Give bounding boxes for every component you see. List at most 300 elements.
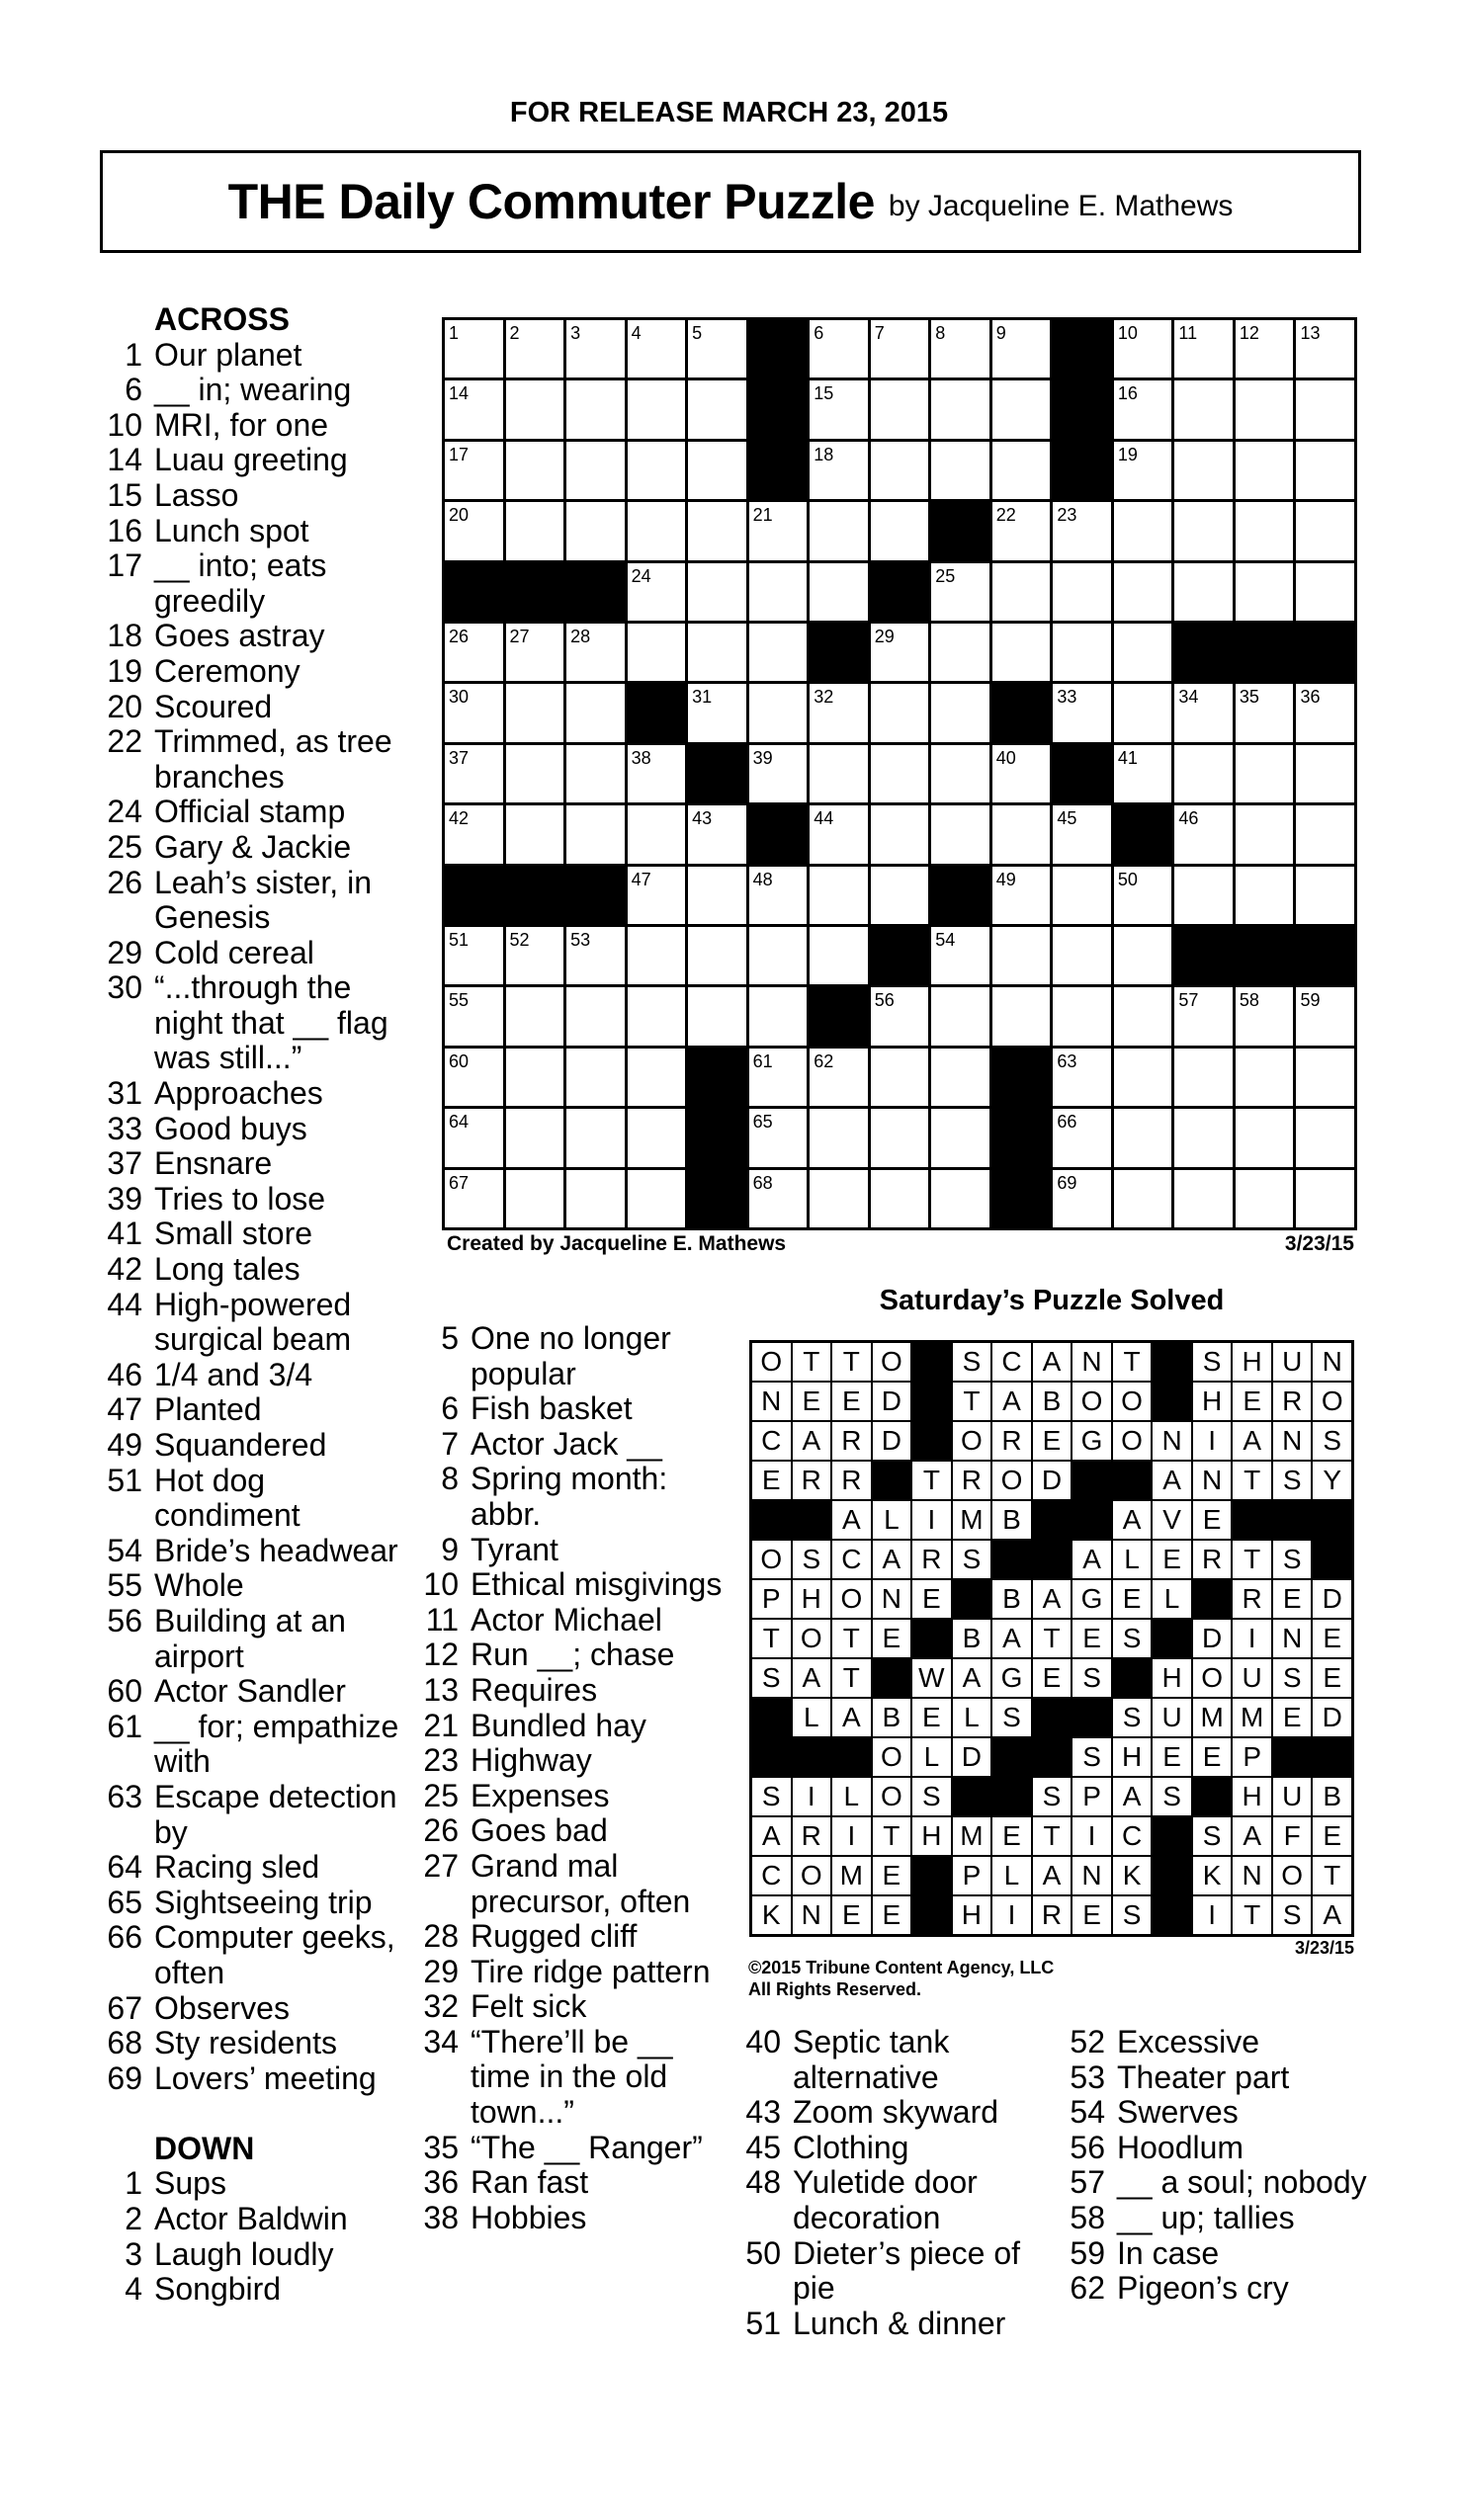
grid-cell[interactable] xyxy=(749,563,808,621)
clue-item xyxy=(741,2131,1058,2166)
grid-cell[interactable] xyxy=(810,563,868,621)
grid-cell[interactable] xyxy=(871,1170,929,1227)
solved-letter: O xyxy=(793,1620,831,1657)
clue-number: 51 xyxy=(107,1462,142,1498)
grid-cell[interactable] xyxy=(628,502,686,559)
clue-text: Actor Sandler xyxy=(154,1673,346,1710)
grid-cell[interactable] xyxy=(566,502,625,559)
solved-letter: S xyxy=(1193,1343,1232,1381)
grid-cell[interactable] xyxy=(1236,502,1294,559)
grid-cell[interactable] xyxy=(1174,502,1233,559)
grid-cell[interactable] xyxy=(1296,745,1354,802)
grid-cell[interactable] xyxy=(1053,1109,1111,1166)
grid-cell[interactable] xyxy=(506,927,564,984)
grid-cell[interactable] xyxy=(1114,380,1172,438)
grid-cell[interactable] xyxy=(1114,502,1172,559)
grid-cell[interactable] xyxy=(566,745,625,802)
clue-number: 10 xyxy=(107,406,142,443)
grid-cell[interactable] xyxy=(1053,987,1111,1045)
cell-number: 31 xyxy=(692,687,713,708)
grid-cell[interactable] xyxy=(1174,320,1233,378)
grid-cell[interactable] xyxy=(628,320,686,378)
clue-text: Observes xyxy=(154,1989,290,2026)
grid-cell[interactable] xyxy=(1296,1170,1354,1227)
solved-letter: R xyxy=(1273,1383,1312,1420)
grid-cell[interactable] xyxy=(628,867,686,924)
solved-letter: E xyxy=(873,1896,911,1934)
solved-letter: A xyxy=(1113,1501,1152,1539)
grid-cell[interactable] xyxy=(1114,624,1172,681)
grid-cell[interactable] xyxy=(1053,805,1111,863)
grid-cell[interactable] xyxy=(871,442,929,499)
grid-cell[interactable] xyxy=(1114,867,1172,924)
grid-cell[interactable] xyxy=(1296,684,1354,741)
grid-cell[interactable] xyxy=(566,805,625,863)
grid-cell[interactable] xyxy=(931,624,989,681)
grid-cell[interactable] xyxy=(445,442,503,499)
grid-cell[interactable] xyxy=(1296,563,1354,621)
grid-cell[interactable] xyxy=(566,442,625,499)
grid-cell[interactable] xyxy=(506,684,564,741)
grid-cell[interactable] xyxy=(506,624,564,681)
clue-number: 34 xyxy=(423,2023,459,2059)
grid-cell[interactable] xyxy=(1174,1109,1233,1166)
clue-item xyxy=(103,1710,419,1780)
grid-cell[interactable] xyxy=(1174,745,1233,802)
grid-cell[interactable] xyxy=(688,987,746,1045)
grid-cell[interactable] xyxy=(1174,442,1233,499)
solved-black-square xyxy=(912,1343,951,1381)
grid-cell[interactable] xyxy=(1114,320,1172,378)
grid-cell[interactable] xyxy=(871,1049,929,1106)
black-square xyxy=(506,563,564,621)
solved-letter: S xyxy=(1273,1659,1312,1697)
grid-cell[interactable] xyxy=(871,867,929,924)
grid-cell[interactable] xyxy=(566,1170,625,1227)
grid-cell[interactable] xyxy=(688,320,746,378)
solved-letter: P xyxy=(1072,1778,1111,1815)
grid-cell[interactable] xyxy=(566,624,625,681)
solved-black-square xyxy=(1193,1778,1232,1815)
grid-cell[interactable] xyxy=(506,1049,564,1106)
clue-text: Cold cereal xyxy=(154,934,314,970)
clue-text: In case xyxy=(1117,2234,1220,2271)
grid-cell[interactable] xyxy=(1296,867,1354,924)
grid-cell[interactable] xyxy=(1236,805,1294,863)
clue-item xyxy=(1066,2165,1382,2201)
across-clues xyxy=(103,302,419,2308)
grid-cell[interactable] xyxy=(445,502,503,559)
grid-cell[interactable] xyxy=(1236,442,1294,499)
grid-cell[interactable] xyxy=(1174,805,1233,863)
clue-text: MRI, for one xyxy=(154,406,329,443)
solved-letter: D xyxy=(1193,1620,1232,1657)
grid-cell[interactable] xyxy=(1296,987,1354,1045)
grid-cell[interactable] xyxy=(445,624,503,681)
grid-cell[interactable] xyxy=(810,320,868,378)
grid-cell[interactable] xyxy=(749,1109,808,1166)
grid-cell[interactable] xyxy=(992,502,1051,559)
grid-cell[interactable] xyxy=(1236,1170,1294,1227)
clue-text: Lovers’ meeting xyxy=(154,2059,377,2096)
grid-cell[interactable] xyxy=(445,380,503,438)
clue-item xyxy=(103,1252,419,1288)
grid-cell[interactable] xyxy=(1053,563,1111,621)
grid-cell[interactable] xyxy=(1114,563,1172,621)
black-square xyxy=(931,867,989,924)
grid-cell[interactable] xyxy=(871,1109,929,1166)
grid-cell[interactable] xyxy=(445,320,503,378)
grid-cell[interactable] xyxy=(1236,380,1294,438)
solved-black-square xyxy=(793,1501,831,1539)
grid-cell[interactable] xyxy=(749,1170,808,1227)
grid-cell[interactable] xyxy=(931,927,989,984)
grid-cell[interactable] xyxy=(992,927,1051,984)
solved-letter: E xyxy=(912,1580,951,1618)
clue-item xyxy=(103,654,419,690)
grid-cell[interactable] xyxy=(688,927,746,984)
grid-cell[interactable] xyxy=(445,987,503,1045)
grid-cell[interactable] xyxy=(871,502,929,559)
clue-text: Hobbies xyxy=(471,2199,587,2235)
grid-cell[interactable] xyxy=(1296,380,1354,438)
cell-number: 5 xyxy=(692,323,703,343)
grid-cell[interactable] xyxy=(1114,1049,1172,1106)
solved-letter: A xyxy=(953,1659,991,1697)
grid-cell[interactable] xyxy=(1053,684,1111,741)
grid-cell[interactable] xyxy=(810,1109,868,1166)
grid-cell[interactable] xyxy=(931,684,989,741)
clue-text: Fish basket xyxy=(471,1390,633,1427)
grid-cell[interactable] xyxy=(1053,1049,1111,1106)
grid-cell[interactable] xyxy=(1296,1109,1354,1166)
solved-letter: I xyxy=(1193,1896,1232,1934)
grid-cell[interactable] xyxy=(1296,805,1354,863)
solved-letter: T xyxy=(1313,1857,1351,1894)
grid-cell[interactable] xyxy=(1053,927,1111,984)
cell-number: 29 xyxy=(874,627,895,646)
solved-letter: H xyxy=(1233,1778,1271,1815)
cell-number: 55 xyxy=(449,990,470,1011)
cell-number: 46 xyxy=(1178,808,1199,829)
grid-cell[interactable] xyxy=(688,684,746,741)
grid-cell[interactable] xyxy=(931,805,989,863)
grid-cell[interactable] xyxy=(628,927,686,984)
clue-item xyxy=(419,1989,735,2025)
clue-item xyxy=(419,1427,735,1463)
grid-cell[interactable] xyxy=(992,563,1051,621)
grid-cell[interactable] xyxy=(1236,987,1294,1045)
grid-cell[interactable] xyxy=(688,380,746,438)
grid-cell[interactable] xyxy=(506,1170,564,1227)
grid-cell[interactable] xyxy=(1296,502,1354,559)
clue-item xyxy=(103,2202,419,2237)
grid-cell[interactable] xyxy=(688,867,746,924)
grid-cell[interactable] xyxy=(506,502,564,559)
grid-cell[interactable] xyxy=(506,745,564,802)
cell-number: 32 xyxy=(814,687,834,708)
grid-cell[interactable] xyxy=(688,502,746,559)
clue-text: __ up; tallies xyxy=(1117,2199,1295,2235)
black-square xyxy=(1053,380,1111,438)
cell-number: 67 xyxy=(449,1172,470,1193)
grid-cell[interactable] xyxy=(1174,987,1233,1045)
clue-item xyxy=(741,2307,1058,2342)
cell-number: 27 xyxy=(509,627,530,646)
clue-item xyxy=(419,1955,735,1990)
grid-cell[interactable] xyxy=(1296,442,1354,499)
clue-text: Ceremony xyxy=(154,652,300,689)
solved-letter: E xyxy=(1113,1580,1152,1618)
clue-number: 50 xyxy=(745,2234,781,2271)
solved-black-square xyxy=(1273,1501,1312,1539)
grid-cell[interactable] xyxy=(992,805,1051,863)
grid-cell[interactable] xyxy=(749,745,808,802)
grid-cell[interactable] xyxy=(931,1109,989,1166)
grid-cell[interactable] xyxy=(992,745,1051,802)
clue-text: Tire ridge pattern xyxy=(471,1953,711,1989)
grid-cell[interactable] xyxy=(1236,1049,1294,1106)
grid-cell[interactable] xyxy=(810,442,868,499)
grid-cell[interactable] xyxy=(628,1109,686,1166)
grid-cell[interactable] xyxy=(566,684,625,741)
cell-number: 42 xyxy=(449,808,470,829)
solved-black-square xyxy=(873,1659,911,1697)
solved-black-square xyxy=(912,1896,951,1934)
clue-number: 16 xyxy=(107,512,142,548)
grid-cell[interactable] xyxy=(445,1109,503,1166)
grid-cell[interactable] xyxy=(445,805,503,863)
solved-letter: A xyxy=(1033,1580,1072,1618)
solved-letter: L xyxy=(1153,1580,1191,1618)
grid-cell[interactable] xyxy=(1174,1170,1233,1227)
grid-cell[interactable] xyxy=(1114,745,1172,802)
clue-number: 5 xyxy=(441,1320,459,1356)
title-box xyxy=(100,150,1361,253)
grid-cell[interactable] xyxy=(445,1170,503,1227)
clue-item xyxy=(741,2165,1058,2235)
grid-cell[interactable] xyxy=(1174,867,1233,924)
grid-cell[interactable] xyxy=(1236,867,1294,924)
grid-cell[interactable] xyxy=(992,624,1051,681)
solved-letter: E xyxy=(1313,1659,1351,1697)
grid-cell[interactable] xyxy=(749,624,808,681)
grid-cell[interactable] xyxy=(506,320,564,378)
grid-cell[interactable] xyxy=(1236,745,1294,802)
solved-letter: D xyxy=(953,1738,991,1776)
clue-text: High-powered surgical beam xyxy=(154,1286,352,1358)
clue-number: 31 xyxy=(107,1075,142,1112)
grid-cell[interactable] xyxy=(445,927,503,984)
clue-number: 1 xyxy=(125,2165,142,2202)
grid-cell[interactable] xyxy=(1236,1109,1294,1166)
grid-cell[interactable] xyxy=(628,1049,686,1106)
grid-cell[interactable] xyxy=(506,1109,564,1166)
grid-cell[interactable] xyxy=(749,927,808,984)
solved-letter: A xyxy=(793,1422,831,1460)
grid-cell[interactable] xyxy=(628,805,686,863)
grid-cell[interactable] xyxy=(810,1170,868,1227)
clue-text: Computer geeks, often xyxy=(154,1919,395,1990)
cell-number: 39 xyxy=(752,747,773,768)
grid-cell[interactable] xyxy=(810,380,868,438)
grid-cell[interactable] xyxy=(1114,442,1172,499)
clue-number: 67 xyxy=(107,1989,142,2026)
solved-black-square xyxy=(793,1738,831,1776)
grid-cell[interactable] xyxy=(871,624,929,681)
grid-cell[interactable] xyxy=(931,563,989,621)
grid-cell[interactable] xyxy=(445,745,503,802)
grid-cell[interactable] xyxy=(749,684,808,741)
grid-cell[interactable] xyxy=(992,867,1051,924)
grid-cell[interactable] xyxy=(871,380,929,438)
clue-item xyxy=(103,1886,419,1921)
grid-cell[interactable] xyxy=(1236,320,1294,378)
grid-cell[interactable] xyxy=(1053,502,1111,559)
grid-cell[interactable] xyxy=(871,684,929,741)
solved-black-square xyxy=(1113,1462,1152,1499)
solved-letter: N xyxy=(1072,1343,1111,1381)
grid-cell[interactable] xyxy=(628,442,686,499)
grid-cell[interactable] xyxy=(566,1049,625,1106)
clue-number: 18 xyxy=(107,618,142,654)
solved-letter: N xyxy=(793,1896,831,1934)
grid-cell[interactable] xyxy=(1236,684,1294,741)
grid-cell[interactable] xyxy=(749,987,808,1045)
grid-cell[interactable] xyxy=(1114,987,1172,1045)
grid-cell[interactable] xyxy=(628,1170,686,1227)
grid-cell[interactable] xyxy=(992,320,1051,378)
grid-cell[interactable] xyxy=(931,1049,989,1106)
grid-cell[interactable] xyxy=(1114,1170,1172,1227)
cell-number: 10 xyxy=(1117,323,1138,343)
solved-letter: B xyxy=(992,1580,1031,1618)
grid-cell[interactable] xyxy=(1053,624,1111,681)
grid-cell[interactable] xyxy=(749,502,808,559)
grid-cell[interactable] xyxy=(628,987,686,1045)
grid-cell[interactable] xyxy=(566,1109,625,1166)
grid-cell[interactable] xyxy=(810,684,868,741)
grid-cell[interactable] xyxy=(931,320,989,378)
clue-text: Long tales xyxy=(154,1251,300,1288)
clue-item xyxy=(419,2165,735,2201)
grid-cell[interactable] xyxy=(566,987,625,1045)
grid-cell[interactable] xyxy=(931,442,989,499)
grid-cell[interactable] xyxy=(1114,927,1172,984)
grid-cell[interactable] xyxy=(871,745,929,802)
grid-cell[interactable] xyxy=(506,987,564,1045)
grid-cell[interactable] xyxy=(810,867,868,924)
grid-cell[interactable] xyxy=(931,745,989,802)
solved-letter: T xyxy=(1233,1896,1271,1934)
grid-cell[interactable] xyxy=(931,380,989,438)
clue-number: 15 xyxy=(107,476,142,513)
solved-letter: D xyxy=(1313,1580,1351,1618)
grid-cell[interactable] xyxy=(688,805,746,863)
solved-black-square xyxy=(992,1738,1031,1776)
grid-cell[interactable] xyxy=(506,442,564,499)
grid-cell[interactable] xyxy=(445,684,503,741)
grid-cell[interactable] xyxy=(1053,1170,1111,1227)
grid-cell[interactable] xyxy=(871,805,929,863)
grid-cell[interactable] xyxy=(628,745,686,802)
grid-cell[interactable] xyxy=(931,1170,989,1227)
clue-number: 68 xyxy=(107,2025,142,2061)
solved-letter: S xyxy=(1273,1896,1312,1934)
grid-cell[interactable] xyxy=(506,380,564,438)
grid-cell[interactable] xyxy=(1174,380,1233,438)
grid-cell[interactable] xyxy=(628,380,686,438)
grid-cell[interactable] xyxy=(1114,1109,1172,1166)
clue-item xyxy=(419,1779,735,1814)
cell-number: 51 xyxy=(449,930,470,950)
clue-text: “There’ll be __ time in the old town...” xyxy=(471,2023,673,2131)
down-clues-3 xyxy=(741,2025,1058,2341)
grid-cell[interactable] xyxy=(566,380,625,438)
grid-cell[interactable] xyxy=(688,563,746,621)
grid-cell[interactable] xyxy=(1053,867,1111,924)
grid-cell[interactable] xyxy=(445,1049,503,1106)
solved-letter: N xyxy=(1273,1422,1312,1460)
grid-cell[interactable] xyxy=(1236,563,1294,621)
grid-cell[interactable] xyxy=(992,987,1051,1045)
grid-cell[interactable] xyxy=(1174,563,1233,621)
grid-cell[interactable] xyxy=(810,745,868,802)
grid-cell[interactable] xyxy=(566,320,625,378)
clue-text: Dieter’s piece of pie xyxy=(793,2234,1021,2307)
clue-number: 27 xyxy=(423,1847,459,1884)
grid-cell[interactable] xyxy=(810,502,868,559)
grid-cell[interactable] xyxy=(810,805,868,863)
solved-black-square xyxy=(1072,1699,1111,1736)
grid-cell[interactable] xyxy=(628,563,686,621)
crossword-grid[interactable] xyxy=(442,317,1357,1230)
grid-cell[interactable] xyxy=(810,1049,868,1106)
grid-cell[interactable] xyxy=(749,867,808,924)
grid-cell[interactable] xyxy=(749,1049,808,1106)
grid-cell[interactable] xyxy=(1114,684,1172,741)
grid-cell[interactable] xyxy=(931,987,989,1045)
grid-cell[interactable] xyxy=(688,442,746,499)
solved-letter: A xyxy=(832,1699,871,1736)
grid-cell[interactable] xyxy=(566,927,625,984)
solved-letter: B xyxy=(992,1501,1031,1539)
clue-text: Scoured xyxy=(154,688,273,724)
solved-letter: E xyxy=(1033,1659,1072,1697)
grid-cell[interactable] xyxy=(688,624,746,681)
grid-cell[interactable] xyxy=(1296,1049,1354,1106)
grid-cell[interactable] xyxy=(506,805,564,863)
solved-letter: E xyxy=(873,1857,911,1894)
clue-item xyxy=(103,1217,419,1252)
grid-cell[interactable] xyxy=(1296,320,1354,378)
clue-number: 2 xyxy=(125,2201,142,2237)
grid-cell[interactable] xyxy=(1174,684,1233,741)
grid-cell[interactable] xyxy=(810,927,868,984)
solved-letter: E xyxy=(1033,1422,1072,1460)
clue-number: 49 xyxy=(107,1427,142,1463)
grid-cell[interactable] xyxy=(871,320,929,378)
grid-cell[interactable] xyxy=(628,624,686,681)
clue-text: Pigeon’s cry xyxy=(1117,2270,1289,2307)
cell-number: 13 xyxy=(1300,323,1321,343)
grid-cell[interactable] xyxy=(992,380,1051,438)
black-square xyxy=(1053,745,1111,802)
grid-cell[interactable] xyxy=(992,442,1051,499)
clue-number: 30 xyxy=(107,969,142,1006)
grid-cell[interactable] xyxy=(1174,1049,1233,1106)
grid-cell[interactable] xyxy=(871,987,929,1045)
